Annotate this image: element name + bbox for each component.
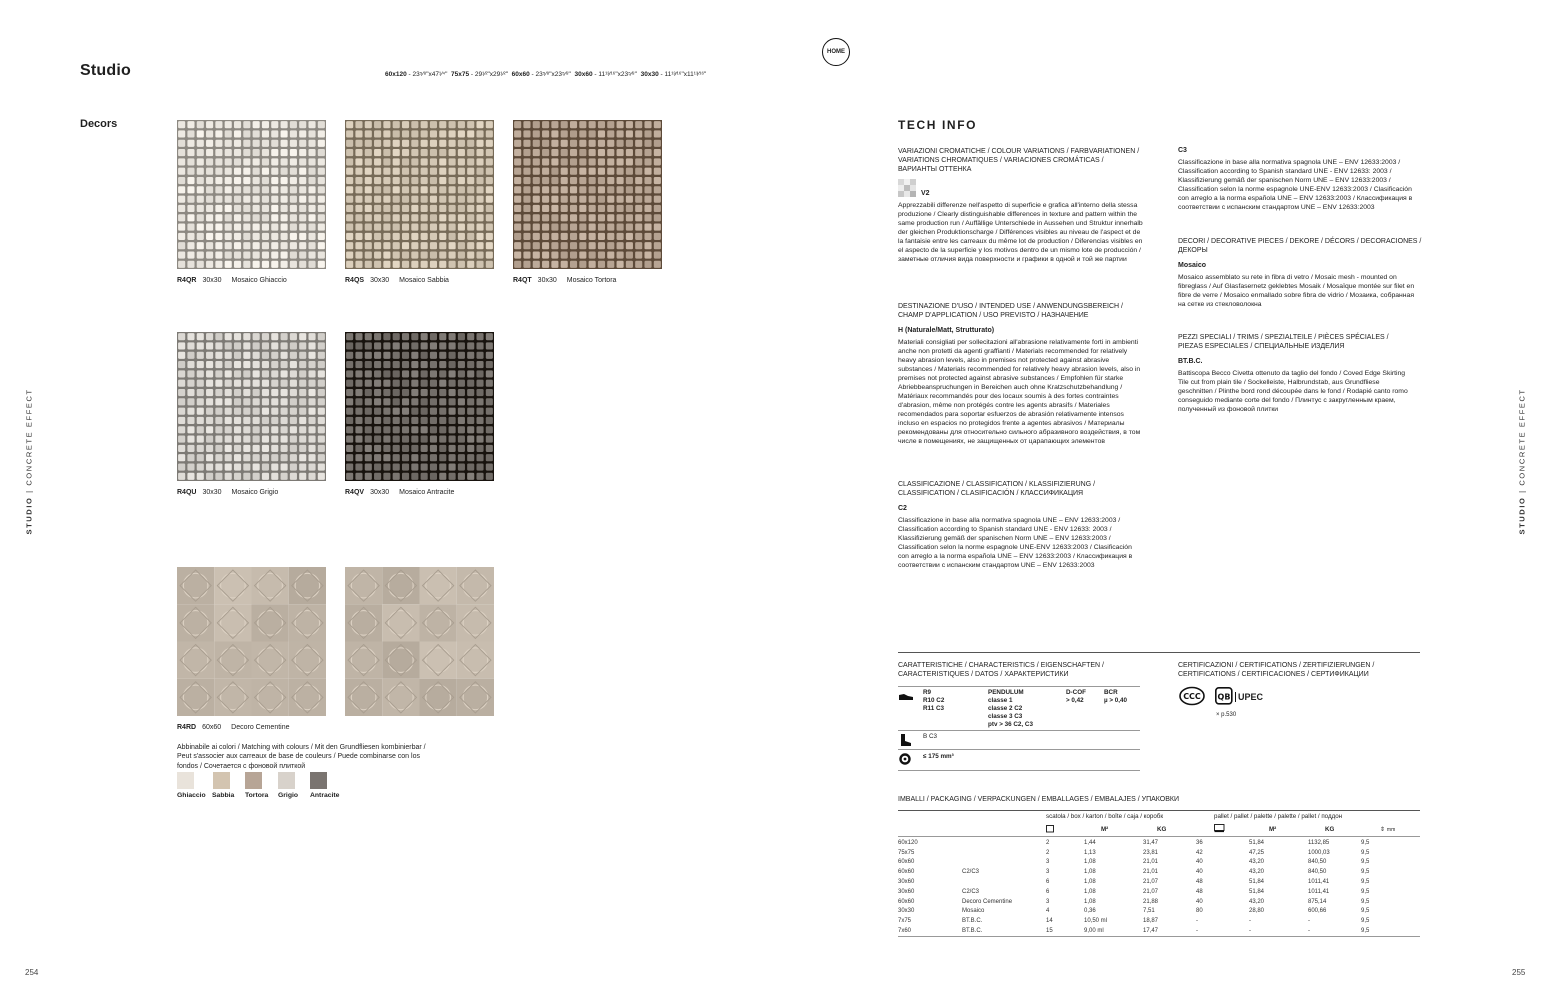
- cementine-tile-image: [345, 567, 494, 716]
- table-cell: 31,47: [1143, 839, 1159, 846]
- table-cell: 43,20: [1249, 898, 1265, 905]
- mosaic-tile-image: [177, 120, 326, 269]
- table-cell: BT.B.C.: [962, 918, 983, 925]
- table-cell: [962, 877, 1046, 887]
- table-cell: C2/C3: [962, 869, 980, 876]
- b-rating: B C3: [923, 733, 937, 740]
- table-cell: 9,5: [1361, 918, 1370, 925]
- table-cell: 60x60: [898, 859, 915, 866]
- table-cell: 0,36: [1084, 908, 1096, 915]
- pallet-kg-header: KG: [1325, 826, 1335, 833]
- table-cell: 6: [1046, 888, 1050, 895]
- table-cell: 30x60: [898, 888, 915, 895]
- colour-swatch: [245, 772, 262, 789]
- swatch-label: Tortora: [245, 792, 269, 799]
- table-cell: 47,25: [1249, 849, 1265, 856]
- dcof-rating: D-COF > 0,42: [1066, 689, 1086, 704]
- colour-swatch: [177, 772, 194, 789]
- table-cell: BT.B.C.: [962, 928, 983, 935]
- table-cell: 60x120: [898, 839, 918, 846]
- section-divider: [898, 810, 1420, 811]
- table-row: [898, 907, 1420, 917]
- table-cell: 21,07: [1143, 879, 1159, 886]
- table-cell: 21,01: [1143, 859, 1159, 866]
- table-cell: 43,20: [1249, 859, 1265, 866]
- table-cell: 17,47: [1143, 928, 1159, 935]
- table-cell: 6: [1046, 879, 1050, 886]
- table-row: [898, 838, 1420, 848]
- table-divider: [898, 770, 1140, 771]
- certification-page-reference[interactable]: × p.530: [1216, 712, 1237, 718]
- table-row: [898, 867, 1420, 877]
- side-label-right: STUDIO | CONCRETE EFFECT: [1517, 388, 1527, 535]
- table-cell: 75x75: [898, 849, 915, 856]
- table-cell: 10,50 ml: [1084, 918, 1108, 925]
- table-cell: Decoro Cementine: [962, 898, 1013, 905]
- shoe-slip-icon: [898, 690, 914, 702]
- table-cell: 18,87: [1143, 918, 1159, 925]
- table-cell: 42: [1196, 849, 1203, 856]
- table-cell: 9,5: [1361, 928, 1370, 935]
- colour-swatch: [213, 772, 230, 789]
- table-cell: 14: [1046, 918, 1053, 925]
- box-m2-header: M²: [1101, 826, 1109, 833]
- table-cell: 1,08: [1084, 869, 1096, 876]
- table-row: [898, 897, 1420, 907]
- c3-classification-block: C3 Classificazione in base alla normativa spagnola UNE – ENV 12633:2003 / Classification according to Spanish standard UNE - ENV 12633: 2003 / Klassifizierung gemäß der spanischen Norm UNE – ENV 12633:2003 / Classification selon la norme espagnole UNE-ENV 12633:2003 / Clasificación con arreglo a la norma española UNE – ENV 12633:2003 / Классификация в соответствии с испанским стандартом UNE – ENV 12633:2003: [1178, 147, 1413, 212]
- colour-variation-icon: [898, 179, 917, 198]
- page-title: Studio: [80, 62, 131, 79]
- table-cell: 840,50: [1308, 869, 1327, 876]
- gear-abrasion-icon: [898, 752, 912, 766]
- table-cell: 1,08: [1084, 859, 1096, 866]
- colour-swatch: [278, 772, 295, 789]
- table-cell: -: [1196, 928, 1198, 935]
- boot-icon: [898, 733, 912, 747]
- table-cell: -: [1308, 928, 1310, 935]
- tile-caption: R4QV 30x30 Mosaico Antracite: [345, 489, 455, 496]
- pallet-m2-header: M²: [1269, 826, 1277, 833]
- table-cell: 60x60: [898, 898, 915, 905]
- side-label-left: STUDIO | CONCRETE EFFECT: [24, 388, 34, 535]
- table-row: [898, 877, 1420, 887]
- table-cell: 3: [1046, 869, 1050, 876]
- section-heading: Decors: [80, 118, 118, 130]
- bcr-rating: BCR µ > 0,40: [1104, 689, 1128, 704]
- table-row: [898, 858, 1420, 868]
- table-cell: C2/C3: [962, 888, 980, 895]
- table-cell: 3: [1046, 898, 1050, 905]
- cementine-tile-image: [177, 567, 326, 716]
- box-header: scatola / box / karton / boîte / caja / коробк: [1046, 813, 1164, 820]
- table-cell: [962, 858, 1046, 868]
- page-number-left: 254: [25, 968, 39, 977]
- intended-use-block: DESTINAZIONE D'USO / INTENDED USE / ANWENDUNGSBEREICH / CHAMP D'APPLICATION / USO PREVISTO / НАЗНАЧЕНИЕ H (Naturale/Matt, Strutturato) Materiali consigliati per sollecitazioni all'abrasione relativamente forti in ambienti anche non protetti da agenti graffianti / Materials recommended for relatively heavy abrasion levels, also in premises not protected against abrasive substances / Materials recommended for relatively heavy abrasion levels, also in premises not protected against abrasive substances / Empfohlen für starke Abriebbeanspruchungen in Bereichen auch ohne Kratzschutzbehandlung / Matériaux recommandés pour des locaux soumis à des fortes contraintes d'abrasion, même non protégés contre les agents abrasifs / Materiales recomendados para soportar esfuerzos de abrasión relativamente intensos incluso en espacios no protegidos frente a agentes abrasivos / Материалы рекомендованы для относительно сильного абразивного воздействия, в том числе в помещениях, не защищенных от царапающих элементов: [898, 303, 1141, 446]
- box-icon: [1046, 825, 1055, 833]
- trims-block: PEZZI SPECIALI / TRIMS / SPEZIALTEILE / PIÈCES SPÉCIALES / PIEZAS ESPECIALES / СПЕЦИАЛЬНЫЕ ИЗДЕЛИЯ BT.B.C. Battiscopa Becco Civetta ottenuto da taglio del fondo / Coved Edge Skirting Tile cut from plain tile / Sockelleiste, Halbrundstab, aus Grundfliese geschnitten / Plinthe bord rond découpée dans le fond / Rodapié canto romo conseguido mediante corte del fondo / Плинтус с закругленным краем, полученный из фоновой плитки: [1178, 334, 1408, 414]
- table-cell: 48: [1196, 879, 1203, 886]
- table-cell: 4: [1046, 908, 1050, 915]
- tile-caption: R4QR 30x30 Mosaico Ghiaccio: [177, 277, 287, 284]
- svg-text:CCC: CCC: [1183, 692, 1201, 701]
- table-cell: 1,13: [1084, 849, 1096, 856]
- table-cell: 9,00 ml: [1084, 928, 1104, 935]
- table-divider: [898, 749, 1140, 750]
- table-divider: [898, 836, 1420, 837]
- table-cell: 1132,85: [1308, 839, 1330, 846]
- certifications-heading: CERTIFICAZIONI / CERTIFICATIONS / ZERTIFIZIERUNGEN / CERTIFICATIONS / CERTIFICACIONES / СЕРТИФИКАЦИИ: [1178, 662, 1375, 679]
- packaging-heading: IMBALLI / PACKAGING / VERPACKUNGEN / EMBALLAGES / EMBALAJES / УПАКОВКИ: [898, 796, 1180, 803]
- table-cell: 21,88: [1143, 898, 1159, 905]
- thickness-header: ⇕ mm: [1380, 826, 1396, 833]
- table-cell: 2: [1046, 839, 1050, 846]
- characteristics-heading: CARATTERISTICHE / CHARACTERISTICS / EIGENSCHAFTEN / CARACTERISTIQUES / DATOS / ХАРАКТЕРИСТИКИ: [898, 662, 1105, 679]
- table-cell: -: [1196, 918, 1198, 925]
- table-cell: 40: [1196, 859, 1203, 866]
- classification-block: CLASSIFICAZIONE / CLASSIFICATION / KLASSIFIZIERUNG / CLASSIFICATION / CLASIFICACIÓN / КЛАССИФИКАЦИЯ C2 Classificazione in base alla normativa spagnola UNE – ENV 12633:2003 / Classification according to Spanish standard UNE - ENV 12633: 2003 / Klassifizierung gemäß der spanischen Norm UNE – ENV 12633:2003 / Classification selon la norme espagnole UNE-ENV 12633:2003 / Clasificación con arreglo a la norma española UNE – ENV 12633:2003 / Классификация в соответствии с испанским стандартом UNE – ENV 12633:2003: [898, 481, 1133, 570]
- ccc-certification-logo: [1178, 686, 1206, 710]
- table-divider: [898, 730, 1140, 731]
- table-divider: [898, 936, 1420, 937]
- table-cell: 9,5: [1361, 859, 1370, 866]
- table-cell: 30x30: [898, 908, 915, 915]
- decorative-pieces-block: DECORI / DECORATIVE PIECES / DEKORE / DÉCORS / DECORACIONES / ДЕКОРЫ Mosaico Mosaico assemblato su rete in fibra di vetro / Mosaic mesh - mounted on fibreglass / Auf Glasfasernetz geklebtes Mosaik / Mosaïque montée sur filet en fibre de verre / Mosaico enmallado sobre fibra de vidrio / Мозаика, собранная на сетке из стекловолокна: [1178, 238, 1422, 309]
- colour-swatch: [310, 772, 327, 789]
- table-cell: 9,5: [1361, 839, 1370, 846]
- table-cell: 7,51: [1143, 908, 1155, 915]
- page-number-right: 255: [1512, 968, 1526, 977]
- pendulum-ratings: PENDULUM classe 1 classe 2 C2 classe 3 C3 ptv > 36 C2, C3: [988, 689, 1033, 728]
- table-cell: -: [1308, 918, 1310, 925]
- table-cell: 1,08: [1084, 888, 1096, 895]
- table-cell: 9,5: [1361, 888, 1370, 895]
- table-cell: 43,20: [1249, 869, 1265, 876]
- table-cell: 48: [1196, 888, 1203, 895]
- table-cell: 840,50: [1308, 859, 1327, 866]
- box-kg-header: KG: [1157, 826, 1167, 833]
- table-cell: 9,5: [1361, 908, 1370, 915]
- section-divider: [898, 652, 1420, 653]
- table-cell: 28,80: [1249, 908, 1265, 915]
- table-cell: 21,07: [1143, 888, 1159, 895]
- table-cell: 51,84: [1249, 879, 1265, 886]
- table-cell: 3: [1046, 859, 1050, 866]
- table-cell: [962, 848, 1046, 858]
- table-cell: 15: [1046, 928, 1053, 935]
- mosaic-tile-image: [345, 120, 494, 269]
- table-cell: 2: [1046, 849, 1050, 856]
- swatch-label: Sabbia: [212, 792, 235, 799]
- table-divider: [898, 686, 1140, 687]
- tile-caption: R4QT 30x30 Mosaico Tortora: [513, 277, 617, 284]
- tile-caption: R4QU 30x30 Mosaico Grigio: [177, 489, 279, 496]
- table-cell: 9,5: [1361, 869, 1370, 876]
- table-cell: 80: [1196, 908, 1203, 915]
- table-cell: 9,5: [1361, 898, 1370, 905]
- table-cell: 7x75: [898, 918, 912, 925]
- upec-label: UPEC: [1235, 692, 1263, 702]
- table-cell: 23,81: [1143, 849, 1159, 856]
- swatch-label: Antracite: [310, 792, 340, 799]
- pallet-icon: [1214, 824, 1225, 833]
- table-cell: 51,84: [1249, 839, 1265, 846]
- table-cell: 36: [1196, 839, 1203, 846]
- table-cell: 51,84: [1249, 888, 1265, 895]
- mosaic-tile-image: [345, 332, 494, 481]
- packaging-table: [898, 838, 1420, 936]
- matching-colours-text: Abbinabile ai colori / Matching with colours / Mit den Grundfliesen kombinierbar / Peut s'associer aux carreaux de base de couleurs / Puede combinarse con los fondos / Сочетается с фоновой плиткой: [177, 744, 426, 770]
- table-cell: -: [1249, 928, 1251, 935]
- table-cell: 1,08: [1084, 879, 1096, 886]
- mosaic-tile-image: [513, 120, 662, 269]
- colour-variation-block: VARIAZIONI CROMATICHE / COLOUR VARIATIONS / FARBVARIATIONEN / VARIATIONS CHROMATIQUES / VARIACIONES CROMÁTICAS / ВАРИАНТЫ ОТТЕНКА V2 Apprezzabili differenze nell'aspetto di superficie e grafica all'interno della stessa produzione / Clearly distinguishable differences in texture and pattern within the same production run / Auffällige Unterschiede in Aussehen und Struktur innerhalb der gleichen Produktionscharge / Différences visibles au niveau de l'aspect et de la fantaisie entre les carreaux du même lot de production / Diferencias visibles en el aspecto de la superficie y los motivos dentro de un mismo lote de producción / заметные отличия вида поверхности и графики в одной и той же партии: [898, 148, 1143, 264]
- mosaic-tile-image: [177, 332, 326, 481]
- abrasion-rating: ≤ 175 mm³: [923, 753, 954, 760]
- table-row: [898, 887, 1420, 897]
- table-cell: 21,01: [1143, 869, 1159, 876]
- table-cell: 1,44: [1084, 839, 1096, 846]
- table-cell: 40: [1196, 869, 1203, 876]
- swatch-label: Grigio: [278, 792, 299, 799]
- table-row: [898, 848, 1420, 858]
- qb-certification-logo: [1215, 687, 1233, 705]
- table-row: [898, 926, 1420, 936]
- table-cell: 1,08: [1084, 898, 1096, 905]
- tech-info-title: TECH INFO: [898, 118, 978, 132]
- tile-caption: R4RD 60x60 Decoro Cementine: [177, 724, 290, 731]
- table-cell: 1000,03: [1308, 849, 1330, 856]
- tile-caption: R4QS 30x30 Mosaico Sabbia: [345, 277, 449, 284]
- table-cell: 7x60: [898, 928, 912, 935]
- table-cell: 60x60: [898, 869, 915, 876]
- table-cell: -: [1249, 918, 1251, 925]
- r-ratings: R9 R10 C2 R11 C3: [923, 689, 945, 712]
- table-cell: Mosaico: [962, 908, 985, 915]
- table-cell: 30x60: [898, 879, 915, 886]
- table-cell: 1011,41: [1308, 879, 1330, 886]
- table-cell: 600,66: [1308, 908, 1327, 915]
- svg-text:QB: QB: [1217, 692, 1231, 702]
- table-cell: 40: [1196, 898, 1203, 905]
- table-cell: 9,5: [1361, 849, 1370, 856]
- table-row: [898, 916, 1420, 926]
- home-button[interactable]: HOME: [822, 38, 850, 66]
- format-sizes: 60x120 - 23⁵⁄⁸"x47¹⁄⁴" 75x75 - 29¹⁄²"x29¹⁄²" 60x60 - 23⁵⁄⁸"x23⁵⁄⁸" 30x60 - 11¹³⁄¹⁶"x23⁵⁄⁸" 30x30 - 11¹³⁄¹⁶"x11¹³⁄¹⁶": [385, 71, 707, 78]
- table-cell: 875,14: [1308, 898, 1327, 905]
- table-cell: 1011,41: [1308, 888, 1330, 895]
- pallet-header: pallet / pallet / palette / palette / pallet / поддон: [1214, 813, 1343, 820]
- table-cell: [962, 838, 1046, 848]
- table-cell: 9,5: [1361, 879, 1370, 886]
- swatch-label: Ghiaccio: [177, 792, 206, 799]
